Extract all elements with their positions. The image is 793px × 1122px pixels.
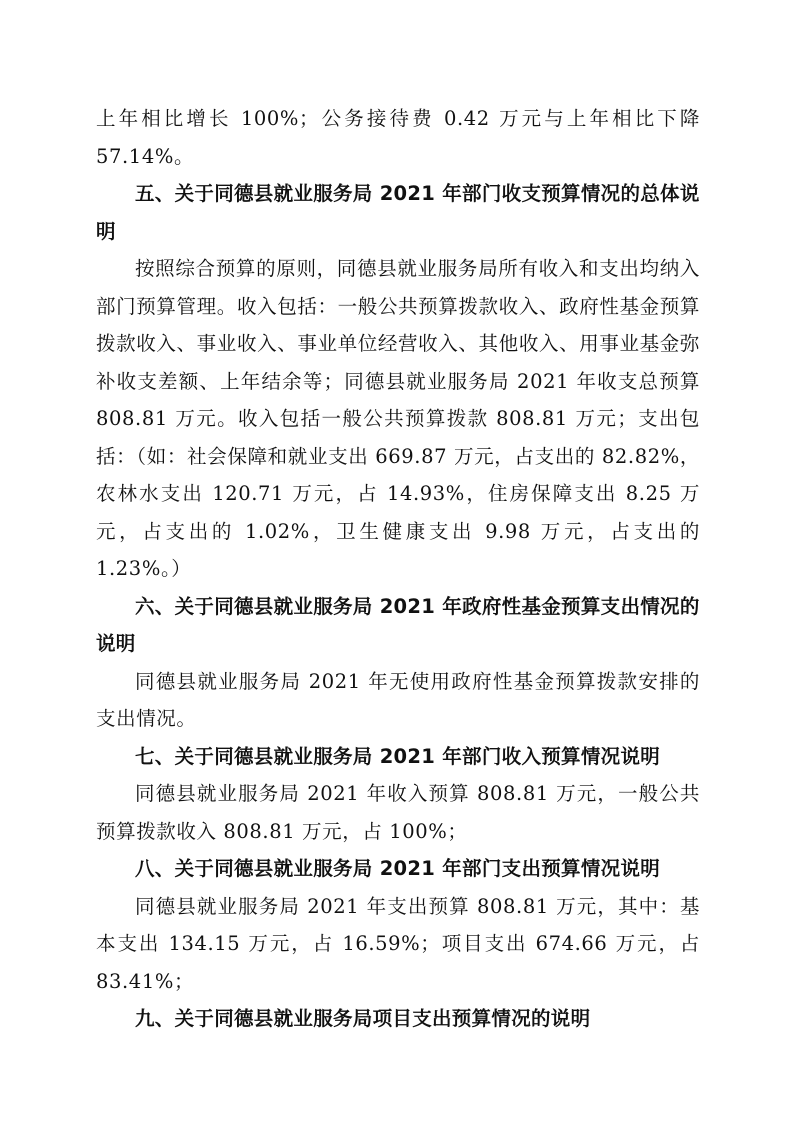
paragraph-expenditure-budget: 同德县就业服务局 2021 年支出预算 808.81 万元，其中：基本支出 134.15 万元，占 16.59%；项目支出 674.66 万元，占 83.41%；	[96, 894, 700, 993]
section-heading-8: 八、关于同德县就业服务局 2021 年部门支出预算情况说明	[135, 857, 661, 880]
document-page	[96, 100, 700, 1038]
section-heading-5: 五、关于同德县就业服务局 2021 年部门收支预算情况的总体说明	[96, 182, 700, 243]
paragraph-fund-expenditure: 同德县就业服务局 2021 年无使用政府性基金预算拨款安排的支出情况。	[96, 669, 700, 730]
section-heading-7: 七、关于同德县就业服务局 2021 年部门收入预算情况说明	[135, 744, 661, 768]
section-heading-6: 六、关于同德县就业服务局 2021 年政府性基金预算支出情况的说明	[96, 594, 700, 655]
section-heading-9: 九、关于同德县就业服务局项目支出预算情况的说明	[135, 1007, 591, 1030]
paragraph-income-budget: 同德县就业服务局 2021 年收入预算 808.81 万元，一般公共预算拨款收入 808.81 万元，占 100%；	[96, 782, 700, 843]
paragraph-continuation: 上年相比增长 100%；公务接待费 0.42 万元与上年相比下降 57.14%。	[96, 107, 700, 168]
paragraph-budget-overview: 按照综合预算的原则，同德县就业服务局所有收入和支出均纳入部门预算管理。收入包括：一般公共预算拨款收入、政府性基金预算拨款收入、事业收入、事业单位经营收入、其他收入、用事业基金弥补收支差额、上年结余等；同德县就业服务局 2021 年收支总预算 808.81 万元。收入包括一般公共预算拨款 808.81 万元；支出包括：（如：社会保障和就业支出 669.87 万元，占支出的 82.82%，农林水支出 120.71 万元，占 14.93%，住房保障支出 8.25 万元，占支出的 1.02%，卫生健康支出 9.98 万元，占支出的 1.23%。）	[96, 257, 700, 580]
